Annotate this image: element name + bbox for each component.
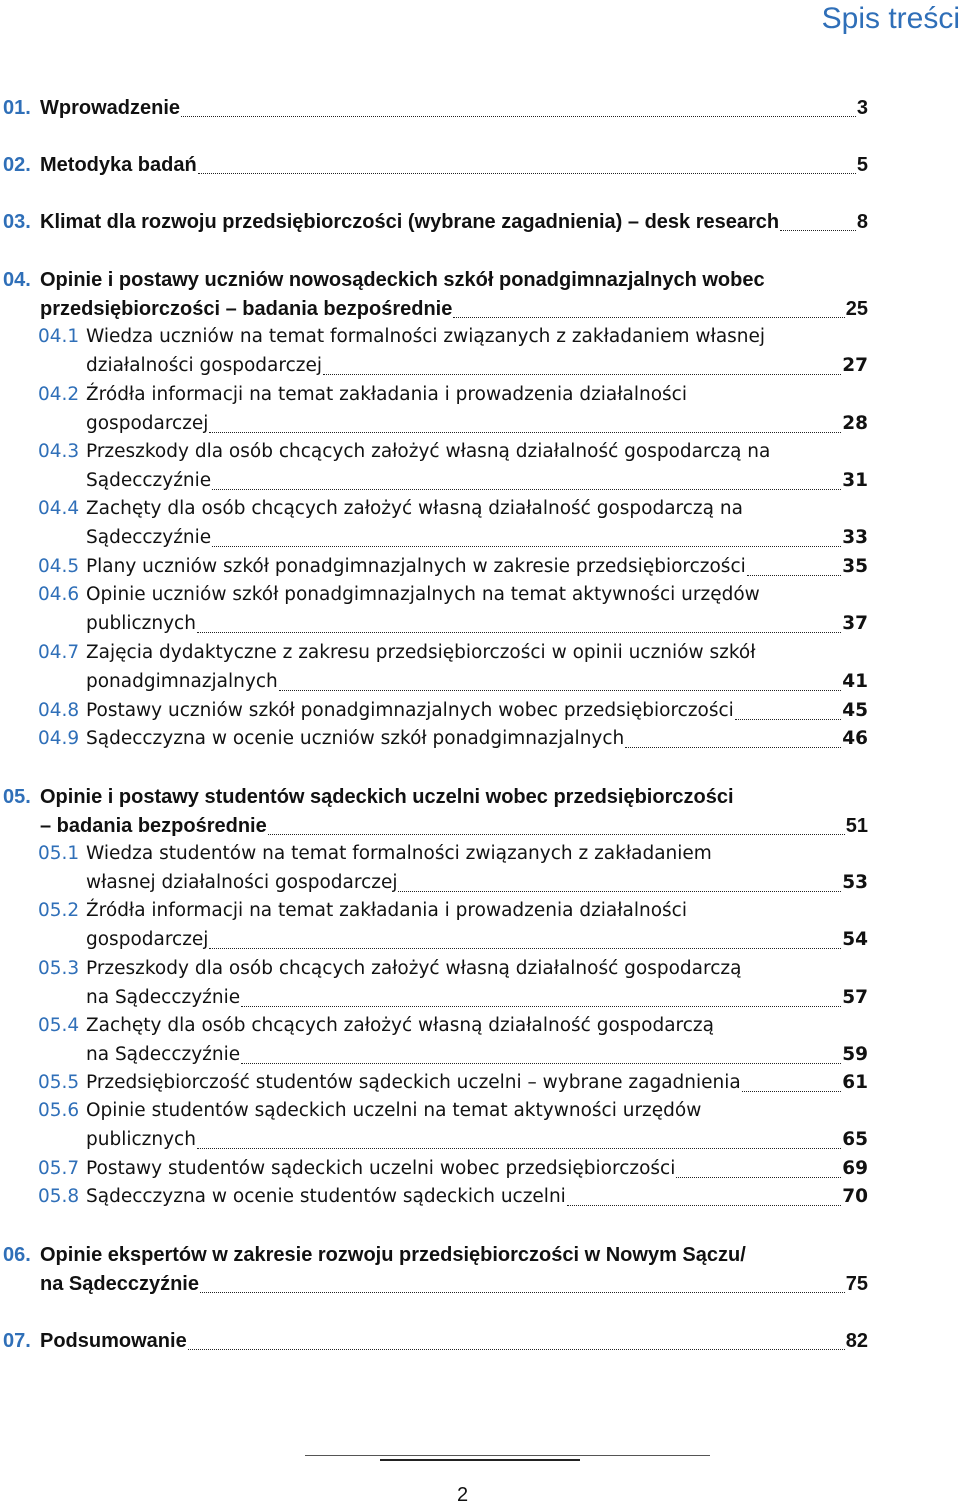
toc-entry-title: Źródła informacji na temat zakładania i prowadzenia działalności	[86, 384, 687, 405]
toc-entry-number: 05.5	[38, 1072, 80, 1093]
toc-entry-line[interactable]	[0, 610, 868, 638]
toc-leader-dots	[212, 489, 841, 490]
toc-leader-dots	[241, 1063, 841, 1064]
toc-entry-page: 57	[842, 987, 868, 1008]
toc-entry-line[interactable]	[0, 410, 868, 438]
toc-entry-line[interactable]	[0, 668, 868, 696]
toc-entry-title: na Sądecczyźnie	[40, 1273, 199, 1295]
toc-entry-line[interactable]	[0, 725, 868, 753]
toc-entry-number: 05.	[3, 786, 31, 808]
toc-entry-title: gospodarczej	[86, 413, 209, 434]
toc-entry-title: Postawy studentów sądeckich uczelni wobec przedsiębiorczości	[86, 1158, 676, 1179]
toc-entry-title: przedsiębiorczości – badania bezpośrednie	[40, 298, 453, 320]
toc-entry-title: Źródła informacji na temat zakładania i prowadzenia działalności	[86, 900, 687, 921]
toc-entry-line[interactable]	[0, 812, 868, 840]
footer-rule-accent	[380, 1459, 580, 1461]
toc-entry-number: 05.8	[38, 1186, 80, 1207]
toc-entry-line[interactable]	[0, 94, 868, 122]
toc-entry-title: Opinie i postawy uczniów nowosądeckich szkół ponadgimnazjalnych wobec	[40, 269, 765, 291]
toc-entry-title: Wprowadzenie	[40, 97, 181, 119]
toc-entry-page: 53	[842, 872, 868, 893]
toc-entry-line[interactable]	[0, 1041, 868, 1069]
toc-leader-dots	[268, 834, 845, 835]
toc-entry-line[interactable]	[0, 581, 868, 609]
toc-entry-title: Wiedza studentów na temat formalności związanych z zakładaniem	[86, 843, 712, 864]
toc-entry-line[interactable]	[0, 869, 868, 897]
toc-entry-line[interactable]	[0, 381, 868, 409]
toc-leader-dots	[188, 1349, 845, 1350]
toc-entry-number: 02.	[3, 154, 31, 176]
toc-entry-page: 41	[842, 671, 868, 692]
toc-entry-title: gospodarczej	[86, 929, 209, 950]
toc-entry-line[interactable]	[0, 553, 868, 581]
toc-entry-title: Sądecczyźnie	[86, 470, 212, 491]
toc-entry-page: 3	[856, 97, 868, 119]
toc-entry-line[interactable]	[0, 208, 868, 236]
toc-entry-line[interactable]	[0, 151, 868, 179]
toc-entry-line[interactable]	[0, 926, 868, 954]
toc-entry-line[interactable]	[0, 955, 868, 983]
toc-leader-dots	[197, 632, 841, 633]
toc-entry-number: 03.	[3, 211, 31, 233]
toc-entry-number: 04.5	[38, 556, 80, 577]
toc-entry-line[interactable]	[0, 266, 868, 294]
toc-entry-title: Przeszkody dla osób chcących założyć własną działalność gospodarczą na	[86, 441, 771, 462]
toc-leader-dots	[398, 891, 841, 892]
toc-entry-title: działalności gospodarczej	[86, 355, 322, 376]
toc-entry-line[interactable]	[0, 295, 868, 323]
page-title: Spis treści	[821, 2, 960, 35]
toc-entry-title: Wiedza uczniów na temat formalności związanych z zakładaniem własnej	[86, 326, 766, 347]
toc-leader-dots	[209, 432, 841, 433]
toc-entry-number: 01.	[3, 97, 31, 119]
footer-rule	[305, 1455, 710, 1456]
toc-entry-title: Zachęty dla osób chcących założyć własną działalność gospodarczą	[86, 1015, 714, 1036]
toc-entry-title: Zajęcia dydaktyczne z zakresu przedsiębiorczości w opinii uczniów szkół	[86, 642, 756, 663]
toc-entry-number: 05.6	[38, 1100, 80, 1121]
toc-entry-title: własnej działalności gospodarczej	[86, 872, 398, 893]
toc-entry-title: Sądecczyźnie	[86, 527, 212, 548]
toc-entry-line[interactable]	[0, 524, 868, 552]
toc-entry-page: 61	[842, 1072, 868, 1093]
toc-entry-line[interactable]	[0, 840, 868, 868]
toc-leader-dots	[200, 1292, 845, 1293]
toc-entry-line[interactable]	[0, 783, 868, 811]
toc-entry-title: publicznych	[86, 613, 196, 634]
toc-entry-page: 33	[842, 527, 868, 548]
toc-entry-line[interactable]	[0, 897, 868, 925]
toc-entry-title: Opinie studentów sądeckich uczelni na temat aktywności urzędów	[86, 1100, 702, 1121]
toc-entry-number: 05.3	[38, 958, 80, 979]
toc-entry-title: Przeszkody dla osób chcących założyć własną działalność gospodarczą	[86, 958, 742, 979]
toc-entry-page: 37	[842, 613, 868, 634]
toc-leader-dots	[780, 230, 856, 231]
toc-leader-dots	[279, 690, 842, 691]
toc-entry-title: publicznych	[86, 1129, 196, 1150]
toc-entry-title: Zachęty dla osób chcących założyć własną działalność gospodarczą na	[86, 498, 743, 519]
toc-entry-line[interactable]	[0, 697, 868, 725]
toc-entry-page: 65	[842, 1129, 868, 1150]
toc-entry-title: Opinie uczniów szkół ponadgimnazjalnych na temat aktywności urzędów	[86, 584, 760, 605]
toc-entry-title: Sądecczyzna w ocenie studentów sądeckich uczelni	[86, 1186, 566, 1207]
toc-entry-page: 70	[842, 1186, 868, 1207]
toc-entry-title: – badania bezpośrednie	[40, 815, 267, 837]
toc-entry-line[interactable]	[0, 1155, 868, 1183]
toc-leader-dots	[197, 1148, 841, 1149]
toc-leader-dots	[181, 116, 856, 117]
toc-entry-title: Opinie ekspertów w zakresie rozwoju przedsiębiorczości w Nowym Sączu/	[40, 1244, 746, 1266]
toc-entry-number: 04.6	[38, 584, 80, 605]
toc-entry-number: 05.4	[38, 1015, 80, 1036]
toc-leader-dots	[198, 173, 856, 174]
toc-entry-number: 04.7	[38, 642, 80, 663]
toc-entry-line[interactable]	[0, 1327, 868, 1355]
toc-entry-number: 04.	[3, 269, 31, 291]
toc-entry-number: 06.	[3, 1244, 31, 1266]
toc-entry-page: 28	[842, 413, 868, 434]
toc-entry-line[interactable]	[0, 1069, 868, 1097]
toc-entry-number: 04.1	[38, 326, 80, 347]
toc-entry-line[interactable]	[0, 495, 868, 523]
toc-entry-number: 05.2	[38, 900, 80, 921]
toc-entry-number: 07.	[3, 1330, 31, 1352]
toc-entry-line[interactable]	[0, 639, 868, 667]
toc-entry-title: Metodyka badań	[40, 154, 197, 176]
toc-leader-dots	[567, 1205, 841, 1206]
toc-leader-dots	[747, 575, 842, 576]
toc-entry-title: na Sądecczyźnie	[86, 1044, 241, 1065]
toc-entry-number: 05.1	[38, 843, 80, 864]
toc-entry-page: 75	[845, 1273, 868, 1295]
toc-entry-number: 05.7	[38, 1158, 80, 1179]
toc-entry-page: 59	[842, 1044, 868, 1065]
toc-entry-title: Klimat dla rozwoju przedsiębiorczości (wybrane zagadnienia) – desk research	[40, 211, 780, 233]
toc-entry-number: 04.3	[38, 441, 80, 462]
toc-entry-title: Plany uczniów szkół ponadgimnazjalnych w zakresie przedsiębiorczości	[86, 556, 746, 577]
toc-entry-number: 04.9	[38, 728, 80, 749]
toc-entry-title: Przedsiębiorczość studentów sądeckich uczelni – wybrane zagadnienia	[86, 1072, 741, 1093]
toc-entry-page: 25	[845, 298, 868, 320]
toc-leader-dots	[212, 546, 841, 547]
toc-leader-dots	[735, 719, 841, 720]
toc-entry-page: 5	[856, 154, 868, 176]
toc-entry-line[interactable]	[0, 1126, 868, 1154]
toc-leader-dots	[742, 1091, 841, 1092]
toc-leader-dots	[625, 747, 841, 748]
toc-entry-number: 04.8	[38, 700, 80, 721]
toc-entry-page: 69	[842, 1158, 868, 1179]
toc-entry-page: 27	[842, 355, 868, 376]
toc-entry-title: Postawy uczniów szkół ponadgimnazjalnych wobec przedsiębiorczości	[86, 700, 734, 721]
page-number: 2	[456, 1484, 469, 1506]
toc-leader-dots	[323, 374, 841, 375]
toc-entry-line[interactable]	[0, 984, 868, 1012]
toc-entry-page: 46	[842, 728, 868, 749]
toc-leader-dots	[241, 1006, 841, 1007]
toc-entry-page: 51	[845, 815, 868, 837]
toc-leader-dots	[453, 317, 844, 318]
toc-entry-line[interactable]	[0, 1183, 868, 1211]
toc-entry-title: Opinie i postawy studentów sądeckich uczelni wobec przedsiębiorczości	[40, 786, 734, 808]
toc-leader-dots	[676, 1177, 841, 1178]
toc-entry-title: ponadgimnazjalnych	[86, 671, 278, 692]
toc-entry-title: Sądecczyzna w ocenie uczniów szkół ponadgimnazjalnych	[86, 728, 625, 749]
toc-entry-page: 35	[842, 556, 868, 577]
toc-entry-line[interactable]	[0, 438, 868, 466]
toc-entry-number: 04.4	[38, 498, 80, 519]
toc-entry-line[interactable]	[0, 352, 868, 380]
toc-entry-page: 54	[842, 929, 868, 950]
toc-entry-line[interactable]	[0, 467, 868, 495]
toc-entry-line[interactable]	[0, 323, 868, 351]
toc-entry-line[interactable]	[0, 1241, 868, 1269]
toc-entry-line[interactable]	[0, 1097, 868, 1125]
toc-entry-page: 8	[856, 211, 868, 233]
toc-leader-dots	[209, 948, 841, 949]
toc-entry-line[interactable]	[0, 1270, 868, 1298]
toc-entry-page: 31	[842, 470, 868, 491]
toc-entry-number: 04.2	[38, 384, 80, 405]
toc-entry-page: 82	[845, 1330, 868, 1352]
toc-entry-title: Podsumowanie	[40, 1330, 187, 1352]
toc-entry-page: 45	[842, 700, 868, 721]
toc-entry-title: na Sądecczyźnie	[86, 987, 241, 1008]
toc-entry-line[interactable]	[0, 1012, 868, 1040]
